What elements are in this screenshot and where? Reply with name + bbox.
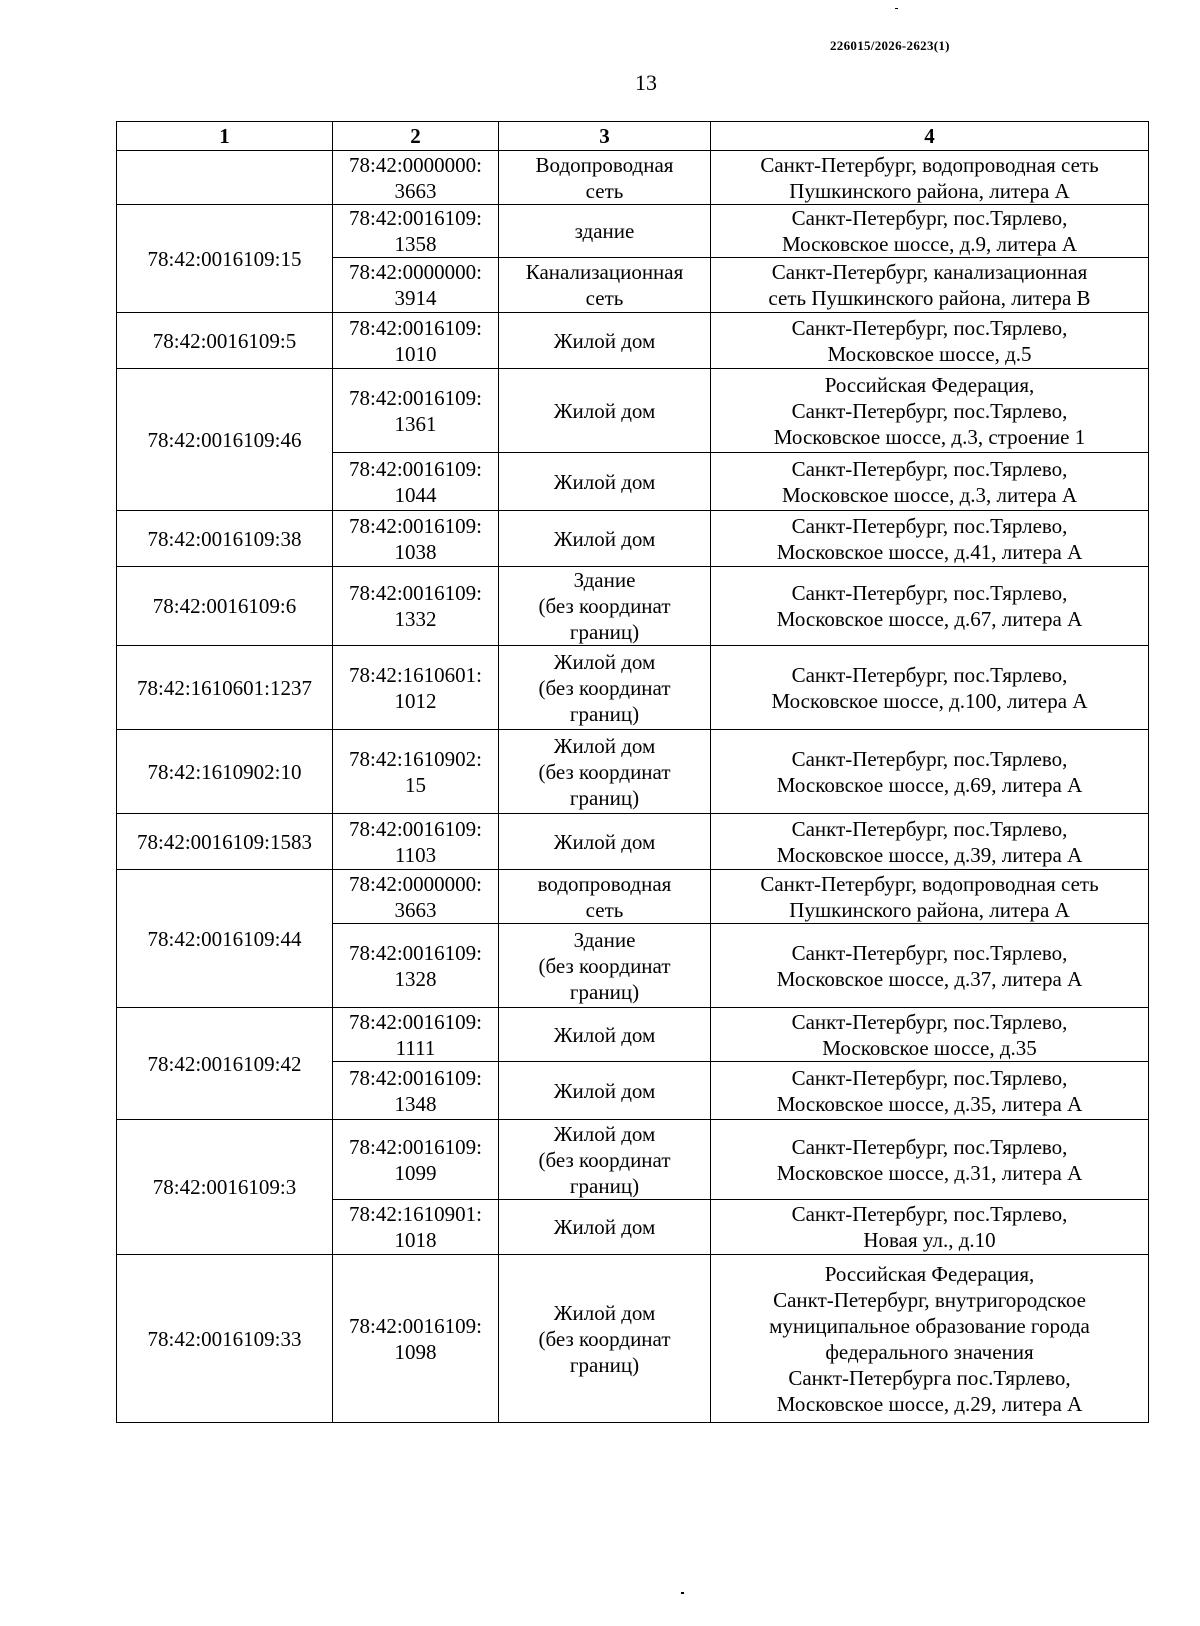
object-type-cell [499, 730, 711, 814]
address-cell-line: федерального значения [825, 1339, 1034, 1364]
object-type-cell-line: Жилой дом [553, 649, 656, 674]
object-code-cell [333, 924, 499, 1008]
address-cell-line: сеть Пушкинского района, литера В [768, 286, 1091, 310]
object-type-cell-line: границ) [569, 979, 640, 1004]
object-code-cell-line: 78:42:0016109: [348, 1009, 482, 1034]
object-type-cell-line: (без координат [538, 1147, 671, 1172]
table-row [117, 205, 1149, 258]
object-code-cell-line: 1328 [394, 966, 437, 991]
object-code-cell-line: 1361 [394, 411, 437, 436]
parcel-number-cell: 78:42:0016109:5 [117, 313, 333, 369]
object-type-cell [499, 151, 711, 205]
object-type-cell-line: границ) [569, 1173, 640, 1198]
parcel-number-cell: 78:42:0016109:1583 [117, 814, 333, 870]
address-cell [711, 453, 1149, 511]
address-cell-line: Санкт-Петербург, пос.Тярлево, [791, 1202, 1068, 1226]
address-cell-line: Санкт-Петербург, пос.Тярлево, [791, 746, 1068, 771]
object-code-cell-line: 78:42:0000000: [348, 260, 482, 284]
parcel-number-cell: 78:42:0016109:38 [117, 511, 333, 567]
address-cell [711, 151, 1149, 205]
address-cell-line: Санкт-Петербург, пос.Тярлево, [791, 816, 1068, 841]
object-code-cell-line: 1044 [394, 482, 437, 507]
object-code-cell-line: 1012 [394, 688, 437, 713]
object-type-cell-line: Жилой дом [553, 469, 656, 494]
object-code-cell-line: 78:42:0016109: [348, 315, 482, 340]
address-cell-line: Московское шоссе, д.29, литера А [776, 1391, 1083, 1416]
object-code-cell [333, 453, 499, 511]
address-cell-line: Российская Федерация, [824, 1261, 1035, 1286]
object-code-cell-line: 78:42:0000000: [348, 152, 482, 177]
address-cell [711, 258, 1149, 313]
object-type-cell-line: водопроводная [537, 871, 672, 896]
object-code-cell-line: 1098 [394, 1339, 437, 1364]
address-cell-line: Московское шоссе, д.37, литера А [776, 966, 1083, 991]
object-type-cell [499, 1008, 711, 1062]
object-type-cell-line: (без координат [538, 594, 671, 618]
address-cell-line: Московское шоссе, д.31, литера А [776, 1160, 1083, 1185]
address-cell-line: Санкт-Петербург, внутригородское [773, 1287, 1086, 1312]
object-type-cell-line: Жилой дом [553, 829, 656, 854]
parcel-number-cell: 78:42:0016109:3 [117, 1120, 333, 1255]
object-code-cell-line: 78:42:0016109: [348, 1065, 482, 1090]
object-code-cell [333, 730, 499, 814]
object-type-cell-line: границ) [569, 701, 640, 726]
object-code-cell-line: 78:42:1610601: [348, 662, 482, 687]
object-type-cell [499, 1120, 711, 1200]
document-id: 226015/2026-2623(1) [830, 38, 950, 53]
address-cell-line: Санкт-Петербург, пос.Тярлево, [791, 1009, 1068, 1034]
address-cell-line: Санкт-Петербурга пос.Тярлево, [788, 1365, 1071, 1390]
address-cell [711, 1008, 1149, 1062]
address-cell-line: муниципальное образование города [769, 1313, 1090, 1338]
object-type-cell-line: (без координат [538, 759, 671, 784]
address-cell-line: Пушкинского района, литера А [789, 178, 1070, 203]
table-row [117, 151, 1149, 205]
address-cell-line: Санкт-Петербург, пос.Тярлево, [791, 581, 1068, 605]
object-type-cell-line: (без координат [538, 675, 671, 700]
object-code-cell-line: 3663 [394, 178, 437, 203]
scan-speck [681, 1592, 684, 1594]
object-code-cell-line: 15 [405, 772, 426, 797]
address-cell [711, 567, 1149, 646]
table-row [117, 1008, 1149, 1062]
parcel-number-cell: 78:42:0016109:6 [117, 567, 333, 646]
object-code-cell-line: 78:42:0016109: [348, 581, 482, 605]
address-cell-line: Московское шоссе, д.3, литера А [781, 482, 1077, 507]
address-cell-line: Санкт-Петербург, пос.Тярлево, [791, 315, 1068, 340]
object-type-cell [499, 646, 711, 730]
address-cell [711, 1062, 1149, 1120]
address-cell-line: Санкт-Петербург, пос.Тярлево, [791, 662, 1068, 687]
column-header: 3 [499, 122, 711, 151]
object-code-cell-line: 3663 [394, 897, 437, 922]
object-type-cell-line: Жилой дом [553, 733, 656, 758]
object-code-cell-line: 1111 [395, 1035, 436, 1060]
column-header: 1 [117, 122, 333, 151]
parcel-number-cell: 78:42:0016109:42 [117, 1008, 333, 1120]
object-code-cell-line: 1038 [394, 539, 437, 564]
object-code-cell [333, 151, 499, 205]
object-type-cell-line: границ) [569, 620, 640, 644]
object-type-cell-line: Жилой дом [553, 526, 656, 551]
object-code-cell [333, 511, 499, 567]
address-cell-line: Московское шоссе, д.5 [827, 341, 1032, 366]
object-code-cell [333, 646, 499, 730]
object-type-cell-line: Здание [573, 568, 636, 592]
object-type-cell-line: Жилой дом [553, 1121, 656, 1146]
address-cell-line: Санкт-Петербург, водопроводная сеть [760, 871, 1099, 896]
address-cell-line: Санкт-Петербург, канализационная [771, 260, 1088, 284]
object-type-cell-line: Жилой дом [553, 1078, 656, 1103]
object-code-cell-line: 78:42:0016109: [348, 940, 482, 965]
address-cell-line: Санкт-Петербург, пос.Тярлево, [791, 456, 1068, 481]
scan-speck [895, 8, 898, 9]
table-row [117, 369, 1149, 453]
table-row [117, 511, 1149, 567]
object-code-cell-line: 78:42:0016109: [348, 513, 482, 538]
object-type-cell [499, 814, 711, 870]
object-code-cell-line: 78:42:0016109: [348, 206, 482, 230]
object-type-cell-line: Здание [573, 927, 636, 952]
address-cell [711, 205, 1149, 258]
object-code-cell-line: 1018 [394, 1228, 437, 1252]
object-code-cell-line: 78:42:0000000: [348, 871, 482, 896]
object-type-cell-line: Жилой дом [553, 1022, 656, 1047]
object-code-cell [333, 1120, 499, 1200]
address-cell-line: Московское шоссе, д.41, литера А [776, 539, 1083, 564]
object-code-cell [333, 205, 499, 258]
table-row [117, 313, 1149, 369]
table-row [117, 646, 1149, 730]
object-type-cell [499, 205, 711, 258]
address-cell [711, 1120, 1149, 1200]
column-header: 4 [711, 122, 1149, 151]
address-cell-line: Московское шоссе, д.100, литера А [771, 688, 1088, 713]
object-code-cell [333, 313, 499, 369]
address-cell [711, 924, 1149, 1008]
object-type-cell [499, 258, 711, 313]
table-row [117, 567, 1149, 646]
address-cell [711, 730, 1149, 814]
object-code-cell [333, 1200, 499, 1255]
column-header: 2 [333, 122, 499, 151]
object-type-cell [499, 1255, 711, 1423]
address-cell-line: Санкт-Петербург, пос.Тярлево, [791, 1065, 1068, 1090]
object-code-cell-line: 1010 [394, 341, 437, 366]
parcel-number-cell: 78:42:0016109:33 [117, 1255, 333, 1423]
address-cell-line: Московское шоссе, д.67, литера А [776, 607, 1083, 631]
table-row [117, 814, 1149, 870]
object-code-cell [333, 870, 499, 924]
object-type-cell [499, 313, 711, 369]
object-type-cell-line: Жилой дом [553, 1215, 656, 1239]
object-code-cell-line: 1348 [394, 1091, 437, 1116]
object-type-cell-line: (без координат [538, 1326, 671, 1351]
parcel-number-cell: 78:42:1610601:1237 [117, 646, 333, 730]
address-cell-line: Санкт-Петербург, пос.Тярлево, [791, 513, 1068, 538]
object-type-cell-line: сеть [585, 286, 624, 310]
object-type-cell [499, 924, 711, 1008]
parcel-number-cell: 78:42:0016109:44 [117, 870, 333, 1008]
address-cell-line: Российская Федерация, [824, 372, 1035, 397]
parcel-number-cell [117, 151, 333, 205]
address-cell-line: Московское шоссе, д.35 [822, 1035, 1037, 1060]
object-type-cell [499, 369, 711, 453]
object-type-cell [499, 453, 711, 511]
object-type-cell [499, 870, 711, 924]
object-type-cell-line: Жилой дом [553, 328, 656, 353]
address-cell-line: Санкт-Петербург, водопроводная сеть [760, 152, 1099, 177]
object-type-cell [499, 511, 711, 567]
address-cell-line: Санкт-Петербург, пос.Тярлево, [791, 398, 1068, 423]
object-type-cell-line: сеть [585, 897, 624, 922]
object-type-cell-line: Жилой дом [553, 1300, 656, 1325]
object-code-cell-line: 1358 [394, 232, 437, 256]
object-code-cell-line: 1103 [394, 842, 437, 867]
object-code-cell [333, 258, 499, 313]
parcel-number-cell: 78:42:0016109:15 [117, 205, 333, 313]
object-type-cell-line: Водопроводная [535, 152, 674, 177]
object-code-cell-line: 3914 [394, 286, 437, 310]
object-code-cell-line: 78:42:0016109: [348, 1134, 482, 1159]
address-cell [711, 646, 1149, 730]
address-cell [711, 369, 1149, 453]
object-code-cell [333, 1255, 499, 1423]
address-cell [711, 870, 1149, 924]
object-code-cell-line: 78:42:0016109: [348, 456, 482, 481]
object-type-cell-line: (без координат [538, 953, 671, 978]
table-row [117, 730, 1149, 814]
parcel-number-cell: 78:42:0016109:46 [117, 369, 333, 511]
address-cell-line: Московское шоссе, д.3, строение 1 [773, 424, 1086, 449]
address-cell [711, 511, 1149, 567]
address-cell-line: Санкт-Петербург, пос.Тярлево, [791, 940, 1068, 965]
address-cell [711, 1200, 1149, 1255]
object-type-cell-line: Жилой дом [553, 398, 656, 423]
table-body [117, 151, 1149, 1423]
object-code-cell [333, 1008, 499, 1062]
registry-table [116, 121, 1149, 1423]
object-code-cell-line: 1099 [394, 1160, 437, 1185]
address-cell-line: Московское шоссе, д.39, литера А [776, 842, 1083, 867]
object-code-cell-line: 78:42:1610902: [348, 746, 482, 771]
object-code-cell [333, 369, 499, 453]
object-code-cell-line: 78:42:0016109: [348, 1313, 482, 1338]
object-type-cell-line: границ) [569, 785, 640, 810]
object-type-cell [499, 1200, 711, 1255]
address-cell-line: Московское шоссе, д.69, литера А [776, 772, 1083, 797]
address-cell-line: Московское шоссе, д.9, литера А [781, 232, 1077, 256]
address-cell-line: Московское шоссе, д.35, литера А [776, 1091, 1083, 1116]
object-type-cell-line: Канализационная [525, 260, 684, 284]
object-code-cell [333, 1062, 499, 1120]
object-type-cell-line: здание [574, 219, 635, 243]
table-header-row [117, 122, 1149, 151]
page-number: 13 [635, 70, 657, 95]
object-code-cell-line: 78:42:1610901: [348, 1202, 482, 1226]
object-type-cell-line: границ) [569, 1352, 640, 1377]
object-type-cell [499, 1062, 711, 1120]
object-code-cell-line: 1332 [394, 607, 437, 631]
table-row [117, 1255, 1149, 1423]
object-code-cell-line: 78:42:0016109: [348, 816, 482, 841]
address-cell [711, 313, 1149, 369]
address-cell [711, 1255, 1149, 1423]
address-cell [711, 814, 1149, 870]
object-type-cell [499, 567, 711, 646]
object-code-cell [333, 814, 499, 870]
parcel-number-cell: 78:42:1610902:10 [117, 730, 333, 814]
table-row [117, 870, 1149, 924]
address-cell-line: Пушкинского района, литера А [789, 897, 1070, 922]
object-code-cell-line: 78:42:0016109: [348, 385, 482, 410]
address-cell-line: Новая ул., д.10 [863, 1228, 996, 1252]
object-code-cell [333, 567, 499, 646]
table-row [117, 1120, 1149, 1200]
object-type-cell-line: сеть [585, 178, 624, 203]
address-cell-line: Санкт-Петербург, пос.Тярлево, [791, 1134, 1068, 1159]
address-cell-line: Санкт-Петербург, пос.Тярлево, [791, 206, 1068, 230]
